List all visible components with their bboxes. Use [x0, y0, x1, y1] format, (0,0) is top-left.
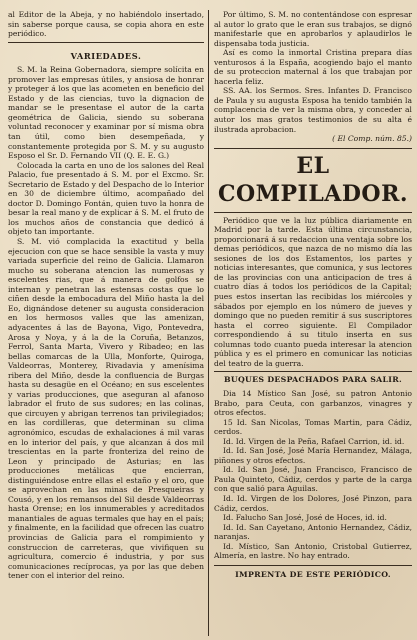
- ship-entry: Id. Id. Virgen de la Peña, Rafael Carrion, id. id.: [223, 436, 405, 446]
- article-paragraph: S. M. la Reina Gobernadora, siempre solícita en promover las empresas útiles, y ansiosa de honrar y proteger á los que las acometen en beneficio del Estado y de las ciencias, tuvo la dignacion de mandar se le presentase el autor de la carta geométrica de Galicia, siendo su soberana voluntad reconocer y examinar por sí misma obra tan útil, como bien desempeñada, y constantemente protegida por S. M. y su augusto Esposo el Sr. D. Fernando VII (Q. E. E. G.): [8, 65, 204, 161]
- right-column: [214, 10, 412, 579]
- article-paragraph: S. M. vió complacida la exactitud y bella ejecucion con que se hace sensible la vasta y muy variada superficie del reino de Galicia. Llamaron mucho su soberana atencion las numerosas y escelentes rias, que á manera de golfos se internan y penetran las estensas costas que lo ciñen desde la embocadura del Miño hasta la del Eo, dignándose detener su augusta consideracion en los hermosos valles que las amenizan, adyacentes á las de Bayona, Vigo, Pontevedra, Arosa y Noya, y á la de la Coruña, Betanzos, Ferrol, Santa Marta, Vivero y Ribadeo; en las bellas comarcas de la Ulla, Monforte, Quiroga, Valdeorras, Monterey, Rivadavia y amenísima ribera del Miño, desde la confluencia de Burgas hasta su desagüe en el Océano; en sus escelentes y varias producciones, que aseguran al afanoso labrador el fruto de sus sudores; en las colinas, que circuyen y abrigan terrenos tan privilegiados; en las cordilleras, que determinan su clima agronómico, escudas de exhalaciones á mil varas en lo interior del país, y que alcanzan á dos mil trescientas en la parte fronteriza del reino de Leon y principado de Asturias; en las producciones metálicas que encierran, distinguiéndose entre ellas el estaño y el oro, que se aprovechan en las minas de Presqueiras y Cousó, y en los remansos del Sil desde Valdeorras hasta Orense; en los innumerables y acreditados manantiales de aguas termales que hay en el país; y finalmente, en la facilidad que ofrecen las cuatro provincias de Galicia para el rompimiento y construccion de carreteras, que vivifiquen su agricultura, comercio é industria, y por sus comunicaciones recíprocas, ya por las que deben tener con el interior del reino.: [8, 237, 204, 581]
- section-rule: [8, 42, 204, 43]
- ships-rule: [214, 371, 412, 372]
- ship-entry: Id. Id. Virgen de los Dolores, José Pinzon, para Cádiz, cerdos.: [214, 493, 412, 513]
- masthead-rule-top: [214, 148, 412, 149]
- article-paragraph: Así es como la inmortal Cristina prepara días venturosos á la España, acogiendo bajo el manto de su proteccion maternal á los que trabajan por hacerla feliz.: [214, 48, 412, 86]
- masthead-title: EL COMPILADOR.: [217, 152, 409, 207]
- column-divider: [208, 10, 209, 636]
- article-continuation: [214, 10, 412, 134]
- ship-entry: 15 Id. San Nicolas, Tomas Martin, para Cádiz, cerdos.: [214, 417, 412, 437]
- left-column: [8, 10, 204, 581]
- ships-list: [214, 389, 412, 561]
- ship-entry: Dia 14 Místico San José, su patron Antonio Brabo, para Ceuta, con garbanzos, vinagres y otros efectos.: [214, 388, 412, 418]
- source-signature: ( El Comp. núm. 85.): [332, 134, 412, 144]
- ship-entry: Id. Id. San Cayetano, Antonio Hernandez, Cádiz, naranjas.: [214, 522, 412, 542]
- article-paragraph: Por último, S. M. no contentándose con espresar al autor lo grato que le eran sus trabajos, se dignó manifestarle que en aprobarlos y aplaudirlos le dispensaba toda justicia.: [214, 10, 412, 48]
- ship-entry: Id. Id. San José, José María Hernandez, Málaga, piñones y otros efectos.: [214, 446, 412, 465]
- ship-entry: Id. Místico, San Antonio, Cristobal Gutierrez, Almería, en lastre. No hay entrado.: [214, 541, 412, 561]
- article-paragraph: Colocada la carta en uno de los salones del Real Palacio, fue presentado á S. M. por el Excmo. Sr. Secretario de Estado y del Despacho de lo Interior en 30 de diciembre último, acompañado del doctor D. Domingo Fontán, quien tuvo la honra de besar la real mano y de explicar á S. M. el fruto de los muchos años de constancia que dedicó á objeto tan importante.: [8, 160, 204, 237]
- footer-rule: [214, 565, 412, 566]
- masthead-rule-bottom: [214, 212, 412, 213]
- ships-heading: BUQUES DESPACHADOS PARA SALIR.: [223, 375, 403, 385]
- intro-text: al Editor de la Abeja, y no habiéndolo insertado, sin saberse porque causa, se copia ahora en este periódico.: [8, 10, 204, 39]
- section-title: VARIEDADES.: [70, 50, 142, 61]
- imprint-footer: IMPRENTA DE ESTE PERIÓDICO.: [235, 569, 391, 579]
- ship-entry: Id. Falucho San José, José de Hoces, id. id.: [223, 513, 387, 523]
- article-paragraph: SS. AA. los Sermos. Sres. Infantes D. Francisco de Paula y su augusta Esposa ha tenido también la complacencia de ver la misma obra, y conceder al autor los mas gratos testimonios de su alta é ilustrada aprobacion.: [214, 86, 412, 134]
- ship-entry: Id. Id. San José, Juan Francisco, Francisco de Paula Quinteto, Cádiz, cerdos y parte de la carga con que salió para Aguilas.: [214, 465, 412, 494]
- masthead-description: Periódico que ve la luz pública diariamente en Madrid por la tarde. Esta última circunstancia, proporcionará á su redaccion una ventaja sobre los demas periódicos, que nazca de no mismo día las sesiones de los dos Estamentos, los partes y noticias interesantes, que comunica, y sus lectores de las provincias con una anticipacion de tres á cuatro días á todos los periódicos de la Capital; pues estos insertan las recibidas los miércoles y sábados por ejemplo en los número de jueves y domingo que no pueden remitir á sus suscriptores hasta el correo siguiente. El Compilador correspondiendo á su titulo inserta en sus columnas todo cuanto pueda interesar la atencion pública y es el primero en comunicar las noticias del teatro de la guerra.: [214, 215, 412, 368]
- article-body: [8, 65, 204, 581]
